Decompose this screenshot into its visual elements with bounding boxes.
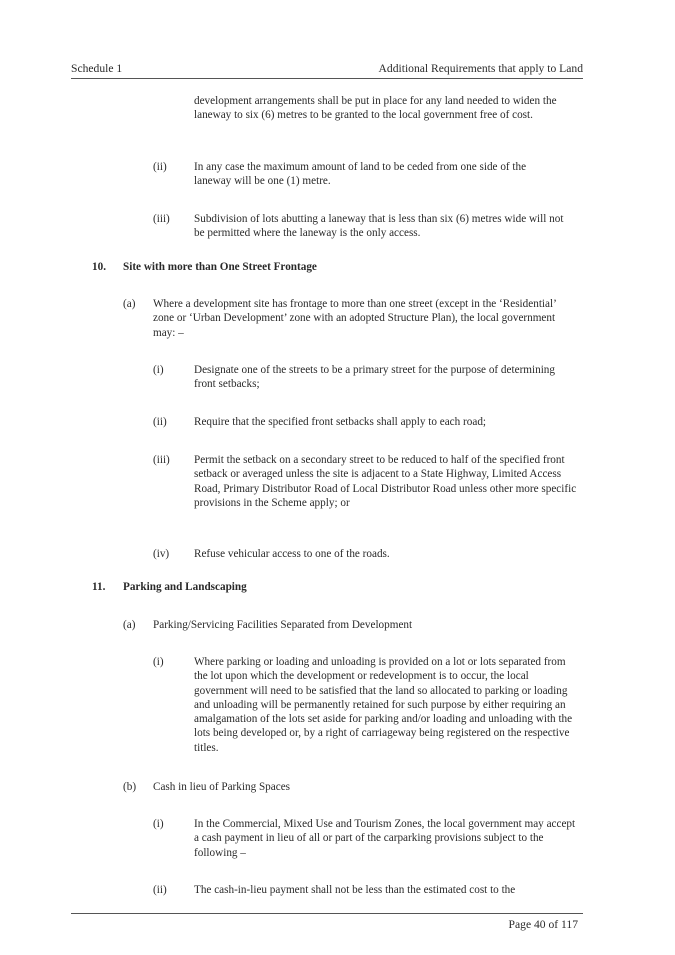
item-text: Where parking or loading and unloading is provided on a lot or lots separated from the lot upon which the development or redevelopment is to occur, the local government will need to be satisfied that the land so allocated to parking or loading and unloading will be permanently retained for such purpose by either requiring an amalgamation of the lots set aside for parking and/or loading and unloading with the lots being developed or, by a right of carriageway being registered on the respective titles. — [194, 656, 573, 754]
continuation-paragraph: development arrangements shall be put in place for any land needed to widen the laneway to six (6) metres to be granted to the local government free of cost. — [194, 95, 557, 122]
item-label: (iii) — [153, 213, 170, 225]
section-heading: Site with more than One Street Frontage — [123, 261, 317, 273]
clause-label: (a) — [123, 298, 136, 310]
clause-label: (b) — [123, 781, 137, 793]
item-label: (i) — [153, 364, 164, 376]
item-text: Permit the setback on a secondary street to be reduced to half of the specified front setback or averaged unless the site is adjacent to a State Highway, Limited Access Road, Primary Distributor Road of Local Distributor Road unless other more specific provisions in the Scheme apply; or — [194, 454, 577, 509]
header-rule — [71, 78, 583, 79]
item-text: Subdivision of lots abutting a laneway that is less than six (6) metres wide will not be permitted where the laneway is the only access. — [194, 213, 564, 240]
item-text: In the Commercial, Mixed Use and Tourism Zones, the local government may accept a cash payment in lieu of all or part of the carparking provisions subject to the following – — [194, 818, 576, 859]
section-heading: Parking and Landscaping — [123, 581, 247, 593]
item-label: (i) — [153, 656, 164, 668]
footer-rule — [71, 913, 583, 914]
item-label: (ii) — [153, 884, 167, 896]
item-label: (iii) — [153, 454, 170, 466]
item-label: (ii) — [153, 161, 167, 173]
header-left: Schedule 1 — [71, 62, 123, 75]
clause-label: (a) — [123, 619, 136, 631]
item-text: In any case the maximum amount of land to be ceded from one side of the laneway will be one (1) metre. — [194, 161, 527, 188]
item-text: Designate one of the streets to be a primary street for the purpose of determining front setbacks; — [194, 364, 555, 391]
item-text: Refuse vehicular access to one of the roads. — [194, 548, 390, 560]
header-right: Additional Requirements that apply to Land — [378, 62, 583, 75]
item-label: (ii) — [153, 416, 167, 428]
item-label: (i) — [153, 818, 164, 830]
clause-text: Where a development site has frontage to more than one street (except in the ‘Residential’ zone or ‘Urban Development’ zone with an adopted Structure Plan), the local government may: – — [153, 298, 557, 339]
item-text: The cash-in-lieu payment shall not be less than the estimated cost to the — [194, 884, 516, 896]
clause-text: Parking/Servicing Facilities Separated from Development — [153, 619, 413, 631]
item-label: (iv) — [153, 548, 170, 560]
clause-text: Cash in lieu of Parking Spaces — [153, 781, 291, 793]
section-number: 11. — [92, 581, 106, 593]
item-text: Require that the specified front setbacks shall apply to each road; — [194, 416, 487, 428]
section-number: 10. — [92, 261, 106, 273]
page-number: Page 40 of 117 — [508, 918, 578, 931]
